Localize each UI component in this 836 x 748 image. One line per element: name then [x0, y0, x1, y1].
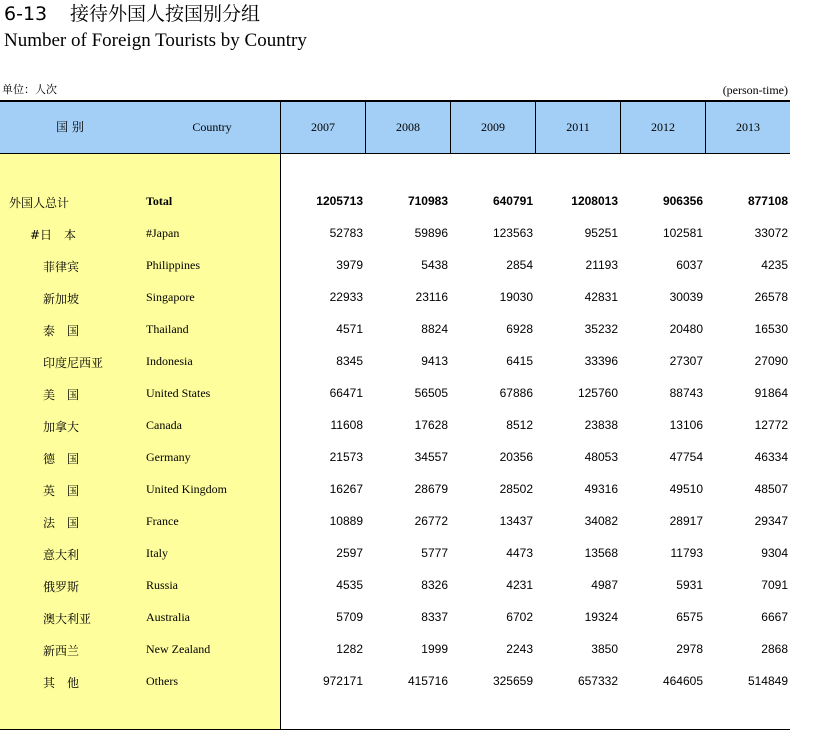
unit-label-chinese: 单位：人次: [2, 83, 57, 96]
table-row: [0, 282, 790, 314]
country-name-english: Others: [146, 674, 178, 688]
country-name-chinese: 泰 国: [43, 324, 80, 338]
value-cell: 4473: [506, 546, 533, 560]
table-title: [4, 2, 260, 26]
country-name-chinese: 印度尼西亚: [43, 356, 104, 370]
header-year: 2007: [311, 120, 335, 134]
value-cell: 27090: [754, 354, 788, 368]
value-cell: 2978: [676, 642, 703, 656]
table-row: [0, 250, 790, 282]
value-cell: 16267: [329, 482, 363, 496]
country-name-english: Russia: [146, 578, 179, 592]
country-name-chinese: 德 国: [43, 452, 80, 466]
country-name-english: Thailand: [146, 322, 189, 336]
table-number: 6-13: [4, 3, 48, 25]
value-cell: 125760: [577, 386, 618, 400]
value-cell: 33072: [754, 226, 788, 240]
value-cell: 4231: [506, 578, 533, 592]
value-cell: 464605: [662, 674, 703, 688]
value-cell: 16530: [754, 322, 788, 336]
value-cell: 640791: [492, 194, 533, 208]
value-cell: 8512: [506, 418, 533, 432]
table-row: [0, 474, 790, 506]
value-cell: 8824: [421, 322, 448, 336]
table-bottom-rule: [0, 729, 790, 730]
country-name-english: Singapore: [146, 290, 195, 304]
value-cell: 28502: [499, 482, 533, 496]
value-cell: 29347: [754, 514, 788, 528]
value-cell: 34082: [584, 514, 618, 528]
table-row: [0, 570, 790, 602]
country-name-chinese: 新加坡: [43, 292, 80, 306]
value-cell: 52783: [329, 226, 363, 240]
value-cell: 4235: [761, 258, 788, 272]
value-cell: 17628: [414, 418, 448, 432]
table-title-chinese: 接待外国人按国别分组: [70, 3, 261, 25]
value-cell: 657332: [577, 674, 618, 688]
value-cell: 415716: [407, 674, 448, 688]
value-cell: 8345: [336, 354, 363, 368]
header-country-chinese: 国 别: [56, 120, 84, 134]
value-cell: 27307: [669, 354, 703, 368]
country-name-chinese: 俄罗斯: [43, 580, 80, 594]
value-cell: 23838: [584, 418, 618, 432]
country-name-english: Philippines: [146, 258, 201, 272]
value-cell: 95251: [584, 226, 618, 240]
value-cell: 11608: [330, 418, 363, 432]
value-cell: 2854: [506, 258, 533, 272]
value-cell: 4535: [336, 578, 363, 592]
country-name-english: New Zealand: [146, 642, 211, 656]
value-cell: 1999: [421, 642, 448, 656]
value-cell: 1205713: [316, 194, 363, 208]
value-cell: 56505: [414, 386, 448, 400]
header-year: 2009: [481, 120, 505, 134]
unit-label-english: (person-time): [722, 83, 788, 97]
table-header: [0, 100, 790, 154]
value-cell: 19324: [584, 610, 618, 624]
table-row: [0, 442, 790, 474]
value-cell: 9304: [761, 546, 788, 560]
country-name-chinese: 新西兰: [43, 644, 80, 658]
table-row: [0, 538, 790, 570]
value-cell: 28917: [669, 514, 703, 528]
table-row: [0, 346, 790, 378]
country-name-english: France: [146, 514, 179, 528]
table-row: [0, 314, 790, 346]
value-cell: 123563: [492, 226, 533, 240]
value-cell: 8337: [421, 610, 448, 624]
country-name-chinese: 意大利: [43, 548, 80, 562]
country-name-chinese: 美 国: [43, 388, 80, 402]
value-cell: 9413: [421, 354, 448, 368]
country-name-english: United Kingdom: [146, 482, 227, 496]
value-cell: 4571: [336, 322, 363, 336]
country-name-chinese: #日 本: [30, 228, 77, 242]
value-cell: 13568: [584, 546, 618, 560]
value-cell: 4987: [591, 578, 618, 592]
country-name-english: Italy: [146, 546, 168, 560]
value-cell: 12772: [754, 418, 788, 432]
table-row: [0, 378, 790, 410]
value-cell: 6702: [506, 610, 533, 624]
header-year: 2012: [651, 120, 675, 134]
value-cell: 7091: [761, 578, 788, 592]
value-cell: 48507: [754, 482, 788, 496]
value-cell: 877108: [747, 194, 788, 208]
header-year: 2011: [566, 120, 590, 134]
value-cell: 35232: [584, 322, 618, 336]
value-cell: 514849: [747, 674, 788, 688]
value-cell: 42831: [584, 290, 618, 304]
header-year: 2013: [736, 120, 760, 134]
value-cell: 49510: [669, 482, 703, 496]
header-country-english: Country: [192, 120, 232, 134]
value-cell: 26772: [414, 514, 448, 528]
value-cell: 34557: [414, 450, 448, 464]
country-name-chinese: 菲律宾: [43, 260, 80, 274]
value-cell: 91864: [754, 386, 788, 400]
value-cell: 6575: [676, 610, 703, 624]
table-row: [0, 410, 790, 442]
value-cell: 5777: [421, 546, 448, 560]
value-cell: 3979: [336, 258, 363, 272]
value-cell: 6928: [506, 322, 533, 336]
country-name-english: Total: [146, 194, 173, 208]
value-cell: 59896: [414, 226, 448, 240]
value-cell: 33396: [584, 354, 618, 368]
value-cell: 325659: [492, 674, 533, 688]
value-cell: 21193: [585, 258, 618, 272]
value-cell: 22933: [329, 290, 363, 304]
value-cell: 1282: [336, 642, 363, 656]
value-cell: 47754: [669, 450, 703, 464]
table-row: [0, 666, 790, 698]
country-name-english: Australia: [146, 610, 190, 624]
value-cell: 6667: [761, 610, 788, 624]
country-name-english: United States: [146, 386, 211, 400]
country-name-chinese: 其 他: [43, 676, 80, 690]
table-row: [0, 186, 790, 218]
value-cell: 2868: [761, 642, 788, 656]
value-cell: 67886: [499, 386, 533, 400]
value-cell: 5931: [676, 578, 703, 592]
table-row: [0, 218, 790, 250]
value-cell: 5438: [421, 258, 448, 272]
value-cell: 6415: [506, 354, 533, 368]
value-cell: 3850: [591, 642, 618, 656]
value-cell: 20356: [499, 450, 533, 464]
value-cell: 2597: [336, 546, 363, 560]
value-cell: 1208013: [571, 194, 618, 208]
value-cell: 2243: [506, 642, 533, 656]
table-row: [0, 634, 790, 666]
value-cell: 28679: [414, 482, 448, 496]
value-cell: 66471: [329, 386, 363, 400]
value-cell: 49316: [584, 482, 618, 496]
table-row: [0, 602, 790, 634]
country-name-chinese: 英 国: [43, 484, 80, 498]
country-name-english: #Japan: [146, 226, 180, 240]
value-cell: 48053: [584, 450, 618, 464]
value-cell: 972171: [322, 674, 363, 688]
value-cell: 710983: [407, 194, 448, 208]
value-cell: 5709: [336, 610, 363, 624]
table-title-english: Number of Foreign Tourists by Country: [4, 30, 307, 51]
value-cell: 906356: [662, 194, 703, 208]
value-cell: 88743: [669, 386, 703, 400]
value-cell: 11793: [670, 546, 703, 560]
value-cell: 13437: [499, 514, 533, 528]
country-name-english: Canada: [146, 418, 182, 432]
value-cell: 46334: [754, 450, 788, 464]
country-name-english: Germany: [146, 450, 191, 464]
value-cell: 13106: [669, 418, 703, 432]
value-cell: 30039: [669, 290, 703, 304]
country-name-chinese: 加拿大: [43, 420, 80, 434]
value-cell: 6037: [676, 258, 703, 272]
header-year: 2008: [396, 120, 420, 134]
value-cell: 10889: [329, 514, 363, 528]
value-cell: 23116: [415, 290, 448, 304]
value-cell: 102581: [662, 226, 703, 240]
value-cell: 19030: [499, 290, 533, 304]
country-name-chinese: 法 国: [43, 516, 80, 530]
country-name-chinese: 外国人总计: [9, 196, 70, 210]
country-name-chinese: 澳大利亚: [43, 612, 92, 626]
country-name-english: Indonesia: [146, 354, 193, 368]
value-cell: 20480: [669, 322, 703, 336]
value-cell: 8326: [421, 578, 448, 592]
value-cell: 21573: [329, 450, 363, 464]
table-row: [0, 506, 790, 538]
value-cell: 26578: [754, 290, 788, 304]
